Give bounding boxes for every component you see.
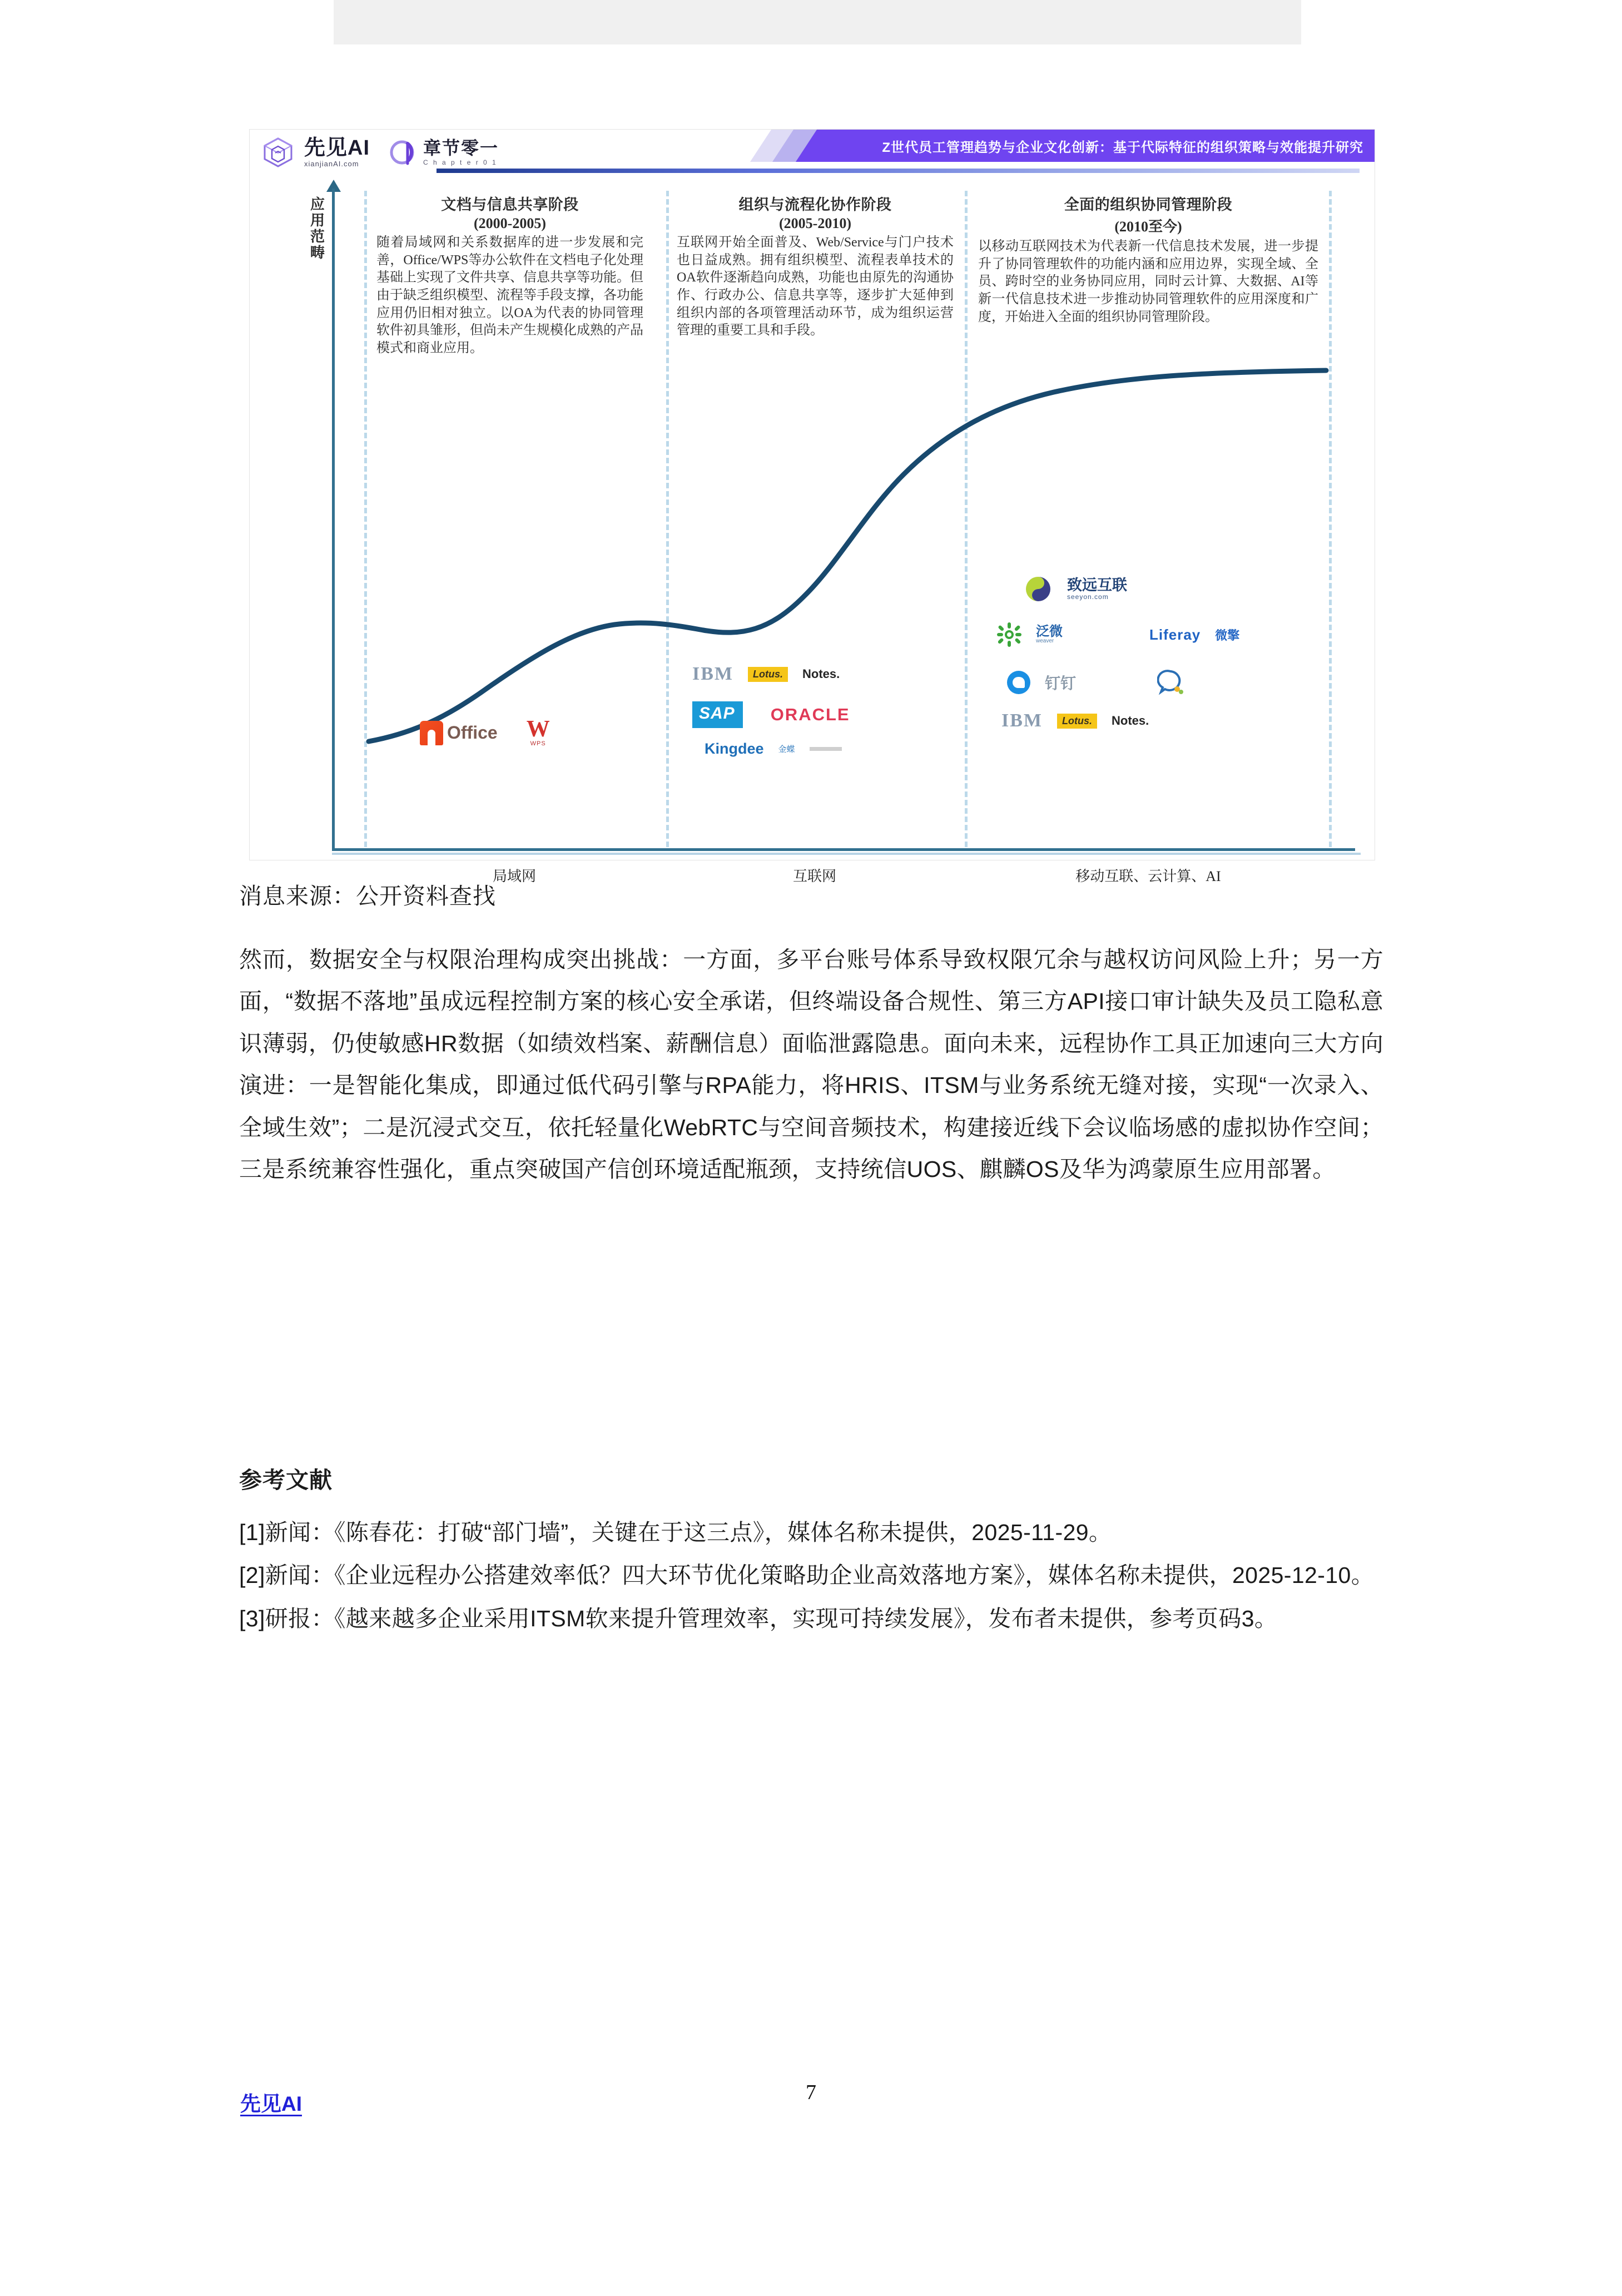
stage-2-logo-cluster: [692, 664, 850, 758]
chapter-circle-icon: [389, 138, 418, 167]
lotus-logo: Lotus.: [748, 667, 788, 682]
wecom-icon: [1157, 669, 1185, 696]
dingtalk-icon: [1007, 671, 1030, 694]
lotus-logo-2: Lotus.: [1057, 714, 1097, 729]
wps-label: WPS: [530, 740, 546, 747]
chapter-text: [423, 139, 499, 166]
brand-text: [304, 137, 370, 167]
stage-3-logo-cluster: [997, 575, 1239, 731]
brand-zone: [262, 136, 499, 169]
ibm-logo: IBM: [692, 664, 733, 684]
dingtalk-label-cn: 钉钉: [1045, 675, 1077, 692]
figure-header-banner: [250, 130, 1375, 181]
references-heading: 参考文献: [239, 1467, 333, 1493]
figure-source-line: 消息来源：公开资料查找: [239, 883, 496, 909]
reference-item: [1]新闻：《陈春花：打破“部门墙”，关键在于这三点》，媒体名称未提供，2025-11-29。: [239, 1520, 1112, 1545]
references-list: [239, 1512, 1383, 1641]
office-label: Office: [447, 723, 498, 743]
reference-item: [3]研报：《越来越多企业采用ITSM软来提升管理效率，实现可持续发展》，发布者未提供，参考页码3。: [239, 1605, 1278, 1631]
brand-name-cn: 先见AI: [304, 136, 370, 160]
grid-divider-3: [965, 191, 968, 847]
x-tick-label-3: 移动互联、云计算、AI: [1075, 868, 1221, 884]
kingdee-divider: [810, 747, 842, 751]
weaver-icon: [997, 622, 1021, 647]
sap-logo: SAP: [692, 701, 743, 728]
office-logo: [420, 721, 498, 745]
stage-block-3: [978, 196, 1318, 326]
stage-block-2: [677, 196, 954, 340]
stage-block-1: [376, 196, 643, 358]
main-paragraph: 然而，数据安全与权限治理构成突出挑战：一方面，多平台账号体系导致权限冗余与越权访问风险上升；另一方面，“数据不落地”虽成远程控制方案的核心安全承诺，但终端设备合规性、第三方API接口审计缺失及员工隐私意识薄弱，仍使敏感HR数据（如绩效档案、薪酬信息）面临泄露隐患。面向未来，远程协作工具正加速向三大方向演进：一是智能化集成，即通过低代码引擎与RPA能力，将HRIS、ITSM与业务系统无缝对接，实现“一次录入、全域生效”；二是沉浸式交互，依托轻量化WebRTC与空间音频技术，构建接近线下会议临场感的虚拟协作空间；三是系统兼容性强化，重点突破国产信创环境适配瓶颈，支持统信UOS、麒麟OS及华为鸿蒙原生应用部署。: [239, 947, 1383, 1182]
stage-3-text: 以移动互联网技术为代表新一代信息技术发展，进一步提升了协同管理软件的功能内涵和应用边界，实现全域、全员、跨时空的业务协同应用，同时云计算、大数据、AI等新一代信息技术进一步推动协同管理软件的应用深度和广度，开始进入全面的组织协同管理阶段。: [978, 239, 1318, 324]
stage-2-text: 互联网开始全面普及、Web/Service与门户技术也日益成熟。拥有组织模型、流程表单技术的OA软件逐渐趋向成熟，功能也由原先的沟通协作、行政办公、信息共享等，逐步扩大延伸到组织内部的各项管理活动环节，成为组织运营管理的重要工具和手段。: [677, 235, 954, 338]
weaver-label-cn: 泛微: [1036, 624, 1063, 640]
notes-logo: Notes.: [802, 667, 840, 681]
liferay-label-cn: 微擎: [1215, 628, 1240, 642]
grid-divider-1: [364, 191, 367, 847]
chapter-label-cn: 章节零一: [423, 138, 499, 158]
footer-brand-link[interactable]: 先见AI: [240, 2092, 302, 2115]
chapter-label-en: C h a p t e r 0 1: [423, 159, 498, 166]
grid-divider-2: [666, 191, 669, 847]
stage-2-title: 组织与流程化协作阶段: [738, 196, 892, 213]
chart-y-axis-label: 应用范畴: [310, 196, 325, 261]
page-number: 7: [806, 2081, 816, 2104]
stage-3-title: 全面的组织协同管理阶段: [1064, 196, 1233, 213]
stage-1-title: 文档与信息共享阶段: [441, 196, 579, 213]
weaver-label-en: weaver: [1036, 638, 1054, 645]
banner-underbar: [436, 169, 1360, 173]
wps-logo: [526, 716, 550, 747]
chart-plot-area: [303, 185, 1360, 884]
previous-block-sliver: [334, 0, 1301, 44]
chart-x-axis-shadow: [332, 853, 1361, 855]
ibm-logo-2: IBM: [1001, 710, 1043, 731]
stage-2-years: (2005-2010): [779, 215, 851, 231]
kingdee-logo: Kingdee: [705, 740, 764, 757]
liferay-logo: Liferay: [1149, 626, 1201, 643]
chart-y-axis: [332, 189, 335, 849]
stage-1-logo-cluster: [420, 716, 550, 747]
wps-icon: W: [526, 716, 550, 742]
oracle-logo: ORACLE: [770, 705, 850, 724]
stage-1-years: (2000-2005): [474, 215, 546, 231]
grid-divider-4: [1329, 191, 1332, 847]
stage-3-years: (2010至今): [1114, 218, 1182, 235]
xianjian-cube-icon: [262, 136, 294, 169]
notes-logo-2: Notes.: [1112, 714, 1149, 728]
chapter-zone: [389, 138, 499, 167]
figure-evolution-chart: [249, 129, 1375, 884]
stage-1-text: 随着局域网和关系数据库的进一步发展和完善，Office/WPS等办公软件在文档电子化处理基础上实现了文件共享、信息共享等功能。但由于缺乏组织模型、流程等手段支撑，各功能应用仍旧相对独立。以OA为代表的协同管理软件初具雏形，但尚未产生规模化成熟的产品模式和商业应用。: [376, 235, 643, 355]
x-tick-label-1: 局域网: [492, 868, 536, 884]
seeyon-label-en: seeyon.com: [1067, 593, 1109, 601]
chart-x-axis: [332, 848, 1355, 851]
figure-banner-title: Z世代员工管理趋势与企业文化创新：基于代际特征的组织策略与效能提升研究: [882, 140, 1363, 155]
x-tick-label-2: 互联网: [792, 868, 836, 884]
office-icon: [420, 721, 443, 745]
brand-name-en: xianjianAI.com: [304, 160, 359, 168]
seeyon-icon: [1024, 575, 1053, 603]
seeyon-label-cn: 致远互联: [1067, 576, 1127, 593]
kingdee-label-cn: 金蝶: [778, 745, 795, 754]
reference-item: [2]新闻：《企业远程办公搭建效率低？四大环节优化策略助企业高效落地方案》，媒体名称未提供，2025-12-10。: [239, 1562, 1375, 1589]
